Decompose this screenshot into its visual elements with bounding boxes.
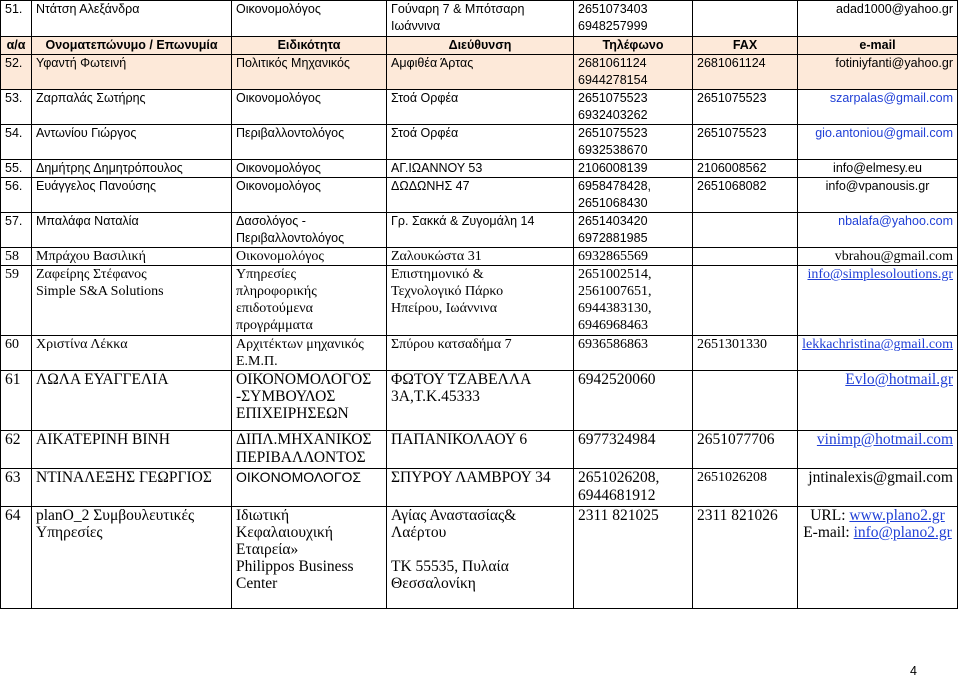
fax: 2651077706: [693, 431, 798, 469]
address: Αγίας Αναστασίας& Λαέρτου ΤΚ 55535, Πυλαία Θεσσαλονίκη: [387, 507, 574, 609]
contact-name: Ζαρπαλάς Σωτήρης: [32, 90, 232, 125]
header-specialty: Ειδικότητα: [232, 37, 387, 55]
email: jntinalexis@gmail.com: [798, 469, 958, 507]
table-row: [1, 336, 958, 371]
header-address: Διεύθυνση: [387, 37, 574, 55]
phone: 2651026208, 6944681912: [574, 469, 693, 507]
contact-name: Μπράχου Βασιλική: [32, 248, 232, 266]
specialty: ΟΙΚΟΝΟΜΟΛΟΓΟΣ: [232, 469, 387, 507]
row-number: 53.: [1, 90, 32, 125]
url-label: URL:: [810, 507, 850, 524]
address: Γούναρη 7 & Μπότσαρη Ιωάννινα: [387, 1, 574, 37]
email: info@vpanousis.gr: [798, 178, 958, 213]
contact-name: Χριστίνα Λέκκα: [32, 336, 232, 371]
table-row: [1, 178, 958, 213]
header-phone: Τηλέφωνο: [574, 37, 693, 55]
address: Στοά Ορφέα: [387, 90, 574, 125]
phone: 2651075523 6932403262: [574, 90, 693, 125]
row-number: 56.: [1, 178, 32, 213]
phone: 2681061124 6944278154: [574, 55, 693, 90]
email[interactable]: info@simplesoloutions.gr: [798, 266, 958, 336]
email: fotiniyfanti@yahoo.gr: [798, 55, 958, 90]
phone: 6942520060: [574, 371, 693, 431]
email[interactable]: szarpalas@gmail.com: [798, 90, 958, 125]
phone: 6977324984: [574, 431, 693, 469]
phone: 2106008139: [574, 160, 693, 178]
email[interactable]: vinimp@hotmail.com: [798, 431, 958, 469]
table-header-row: [1, 37, 958, 55]
row-number: 59: [1, 266, 32, 336]
table-row: [1, 469, 958, 507]
header-email: e-mail: [798, 37, 958, 55]
phone: 2651002514, 2561007651, 6944383130, 6946968463: [574, 266, 693, 336]
specialty: ΔΙΠΛ.ΜΗΧΑΝΙΚΟΣ ΠΕΡΙΒΑΛΛΟΝΤΟΣ: [232, 431, 387, 469]
contact-name: Μπαλάφα Ναταλία: [32, 213, 232, 248]
email: info@elmesy.eu: [798, 160, 958, 178]
email-link[interactable]: info@plano2.gr: [853, 524, 952, 541]
header-fax: FAX: [693, 37, 798, 55]
specialty: Οικονομολόγος: [232, 248, 387, 266]
row-number: 55.: [1, 160, 32, 178]
address: Γρ. Σακκά & Ζυγομάλη 14: [387, 213, 574, 248]
contact-name: Ευάγγελος Πανούσης: [32, 178, 232, 213]
table-row: [1, 125, 958, 160]
specialty: ΟΙΚΟΝΟΜΟΛΟΓΟΣ -ΣΥΜΒΟΥΛΟΣ ΕΠΙΧΕΙΡΗΣΕΩΝ: [232, 371, 387, 431]
row-number: 57.: [1, 213, 32, 248]
phone: 2311 821025: [574, 507, 693, 609]
contact-name: Ντάτση Αλεξάνδρα: [32, 1, 232, 37]
address: Επιστημονικό & Τεχνολογικό Πάρκο Ηπείρου, Ιωάννινα: [387, 266, 574, 336]
address: ΦΩΤΟΥ ΤΖΑΒΕΛΛΑ 3Α,Τ.Κ.45333: [387, 371, 574, 431]
table-row: [1, 1, 958, 37]
phone: 2651073403 6948257999: [574, 1, 693, 37]
fax: [693, 1, 798, 37]
address: Στοά Ορφέα: [387, 125, 574, 160]
header-name: Ονοματεπώνυμο / Επωνυμία: [32, 37, 232, 55]
row-number: 64: [1, 507, 32, 609]
address: Ζαλουκώστα 31: [387, 248, 574, 266]
specialty: Οικονομολόγος: [232, 178, 387, 213]
table-row: [1, 90, 958, 125]
table-row: [1, 55, 958, 90]
row-number: 63: [1, 469, 32, 507]
fax: 2311 821026: [693, 507, 798, 609]
url-line: [802, 507, 953, 524]
row-number: 51.: [1, 1, 32, 37]
contact-links: [798, 507, 958, 609]
specialty: Ιδιωτική Κεφαλαιουχική Εταιρεία» Philippos Business Center: [232, 507, 387, 609]
contact-name: Ζαφείρης Στέφανος Simple S&A Solutions: [32, 266, 232, 336]
table-row: [1, 160, 958, 178]
contact-name: Υφαντή Φωτεινή: [32, 55, 232, 90]
table-row: [1, 507, 958, 609]
contact-name: ΝΤΙΝΑΛΕΞΗΣ ΓΕΩΡΓΙΟΣ: [32, 469, 232, 507]
specialty: Υπηρεσίες πληροφορικής επιδοτούμενα προγράμματα: [232, 266, 387, 336]
email: vbrahou@gmail.com: [798, 248, 958, 266]
fax: 2651068082: [693, 178, 798, 213]
email[interactable]: lekkachristina@gmail.com: [798, 336, 958, 371]
contact-name: Αντωνίου Γιώργος: [32, 125, 232, 160]
fax: 2651075523: [693, 90, 798, 125]
address: ΣΠΥΡΟΥ ΛΑΜΒΡΟΥ 34: [387, 469, 574, 507]
specialty: Δασολόγος - Περιβαλλοντολόγος: [232, 213, 387, 248]
contact-name: Δημήτρης Δημητρόπουλος: [32, 160, 232, 178]
phone: 6936586863: [574, 336, 693, 371]
table-row: [1, 371, 958, 431]
table-row: [1, 266, 958, 336]
row-number: 61: [1, 371, 32, 431]
specialty: Οικονομολόγος: [232, 90, 387, 125]
fax: [693, 371, 798, 431]
fax: 2651026208: [693, 469, 798, 507]
specialty: Πολιτικός Μηχανικός: [232, 55, 387, 90]
email: adad1000@yahoo.gr: [798, 1, 958, 37]
contact-name: ΑΙΚΑΤΕΡΙΝΗ ΒΙΝΗ: [32, 431, 232, 469]
fax: [693, 213, 798, 248]
page-number: 4: [910, 664, 917, 678]
contact-name: planO_2 Συμβουλευτικές Υπηρεσίες: [32, 507, 232, 609]
phone: 6932865569: [574, 248, 693, 266]
fax: [693, 248, 798, 266]
fax: 2106008562: [693, 160, 798, 178]
address: Σπύρου κατσαδήμα 7: [387, 336, 574, 371]
email-label: E-mail:: [803, 524, 854, 541]
table-row: [1, 248, 958, 266]
email[interactable]: Evlo@hotmail.gr: [798, 371, 958, 431]
website-link[interactable]: www.plano2.gr: [849, 507, 945, 524]
fax: 2681061124: [693, 55, 798, 90]
row-number: 60: [1, 336, 32, 371]
fax: 2651301330: [693, 336, 798, 371]
address: ΠΑΠΑΝΙΚΟΛΑΟΥ 6: [387, 431, 574, 469]
phone: 2651075523 6932538670: [574, 125, 693, 160]
header-number: α/α: [1, 37, 32, 55]
address: ΑΓ.ΙΩΑΝΝΟΥ 53: [387, 160, 574, 178]
email[interactable]: nbalafa@yahoo.com: [798, 213, 958, 248]
email-line: [802, 524, 953, 541]
table-row: [1, 213, 958, 248]
email[interactable]: gio.antoniou@gmail.com: [798, 125, 958, 160]
specialty: Οικονομολόγος: [232, 160, 387, 178]
row-number: 54.: [1, 125, 32, 160]
specialty: Αρχιτέκτων μηχανικός Ε.Μ.Π.: [232, 336, 387, 371]
specialty: Οικονομολόγος: [232, 1, 387, 37]
address: Αμφιθέα Άρτας: [387, 55, 574, 90]
phone: 2651403420 6972881985: [574, 213, 693, 248]
fax: [693, 266, 798, 336]
address: ΔΩΔΩΝΗΣ 47: [387, 178, 574, 213]
row-number: 62: [1, 431, 32, 469]
contact-name: ΛΩΛΑ ΕΥΑΓΓΕΛΙΑ: [32, 371, 232, 431]
fax: 2651075523: [693, 125, 798, 160]
row-number: 58: [1, 248, 32, 266]
table-row: [1, 431, 958, 469]
specialty: Περιβαλλοντολόγος: [232, 125, 387, 160]
phone: 6958478428, 2651068430: [574, 178, 693, 213]
row-number: 52.: [1, 55, 32, 90]
